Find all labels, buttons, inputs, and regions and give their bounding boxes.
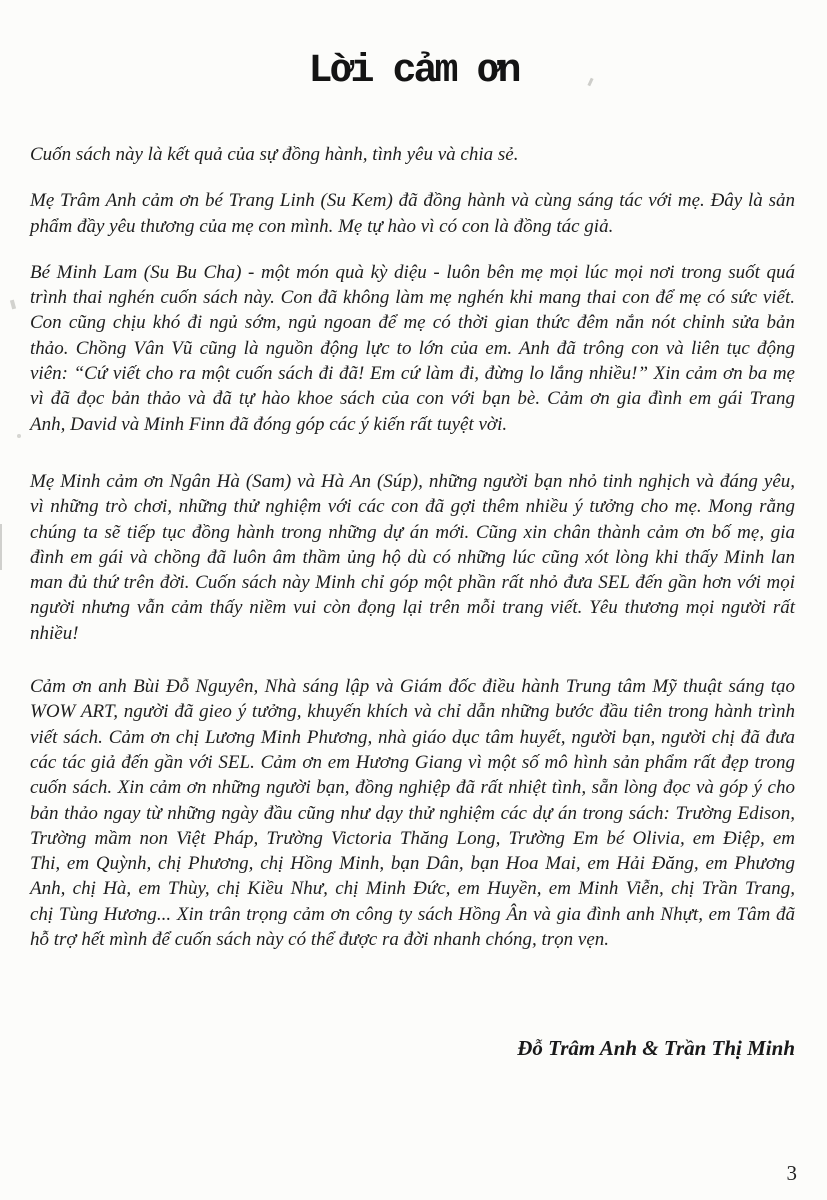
page-number: 3 xyxy=(786,1161,797,1185)
scan-artifact xyxy=(0,524,2,570)
paragraph-line: nhiều! xyxy=(30,622,79,644)
paragraph-line: viên: “Cứ viết cho ra một cuốn sách đi đã! Em cứ làm đi, đừng lo lắng nhiều!” Xin cảm ơn ba mẹ xyxy=(30,363,795,385)
scan-artifact xyxy=(10,300,16,310)
paragraph-line: Cảm ơn anh Bùi Đỗ Nguyên, Nhà sáng lập và Giám đốc điều hành Trung tâm Mỹ thuật sáng tạo xyxy=(30,676,795,698)
paragraph-line: Thi, em Quỳnh, chị Phương, chị Hồng Minh, bạn Dân, bạn Hoa Mai, em Hải Đăng, em Phương xyxy=(30,853,795,875)
paragraph-line: người nhưng vẫn cảm thấy niềm vui còn đọng lại trên mỗi trang viết. Yêu thương mọi người rất xyxy=(30,597,795,619)
paragraph-line: WOW ART, người đã gieo ý tưởng, khuyến khích và chỉ dẫn những bước đầu tiên trong hành trình xyxy=(30,701,795,723)
paragraph-line: vì những trò chơi, những thử nghiệm với các con đã gợi thêm nhiều ý tưởng cho mẹ. Mong rằng xyxy=(30,496,795,518)
paragraph-line: trình thai nghén cuốn sách này. Con đã không làm mẹ nghén khi mang thai con để mẹ có sức viết. xyxy=(30,287,795,309)
paragraph-line: viết sách. Cảm ơn chị Lương Minh Phương, nhà giáo dục tâm huyết, người bạn, người chị đã đưa xyxy=(30,726,795,748)
author-signature: Đỗ Trâm Anh & Trần Thị Minh xyxy=(517,1036,795,1060)
paragraph-line: chúng ta sẽ tiếp tục đồng hành trong những dự án mới. Cũng xin chân thành cảm ơn bố mẹ, gia xyxy=(30,521,795,543)
paragraph-line: thảo. Chồng Vân Vũ cũng là nguồn động lực to lớn của em. Anh đã trông con và liên tục động xyxy=(30,337,795,359)
paragraph-line: Trường mầm non Việt Pháp, Trường Victoria Thăng Long, Trường Em bé Olivia, em Điệp, em xyxy=(30,827,795,849)
paragraph-line: Bé Minh Lam (Su Bu Cha) - một món quà kỳ diệu - luôn bên mẹ mọi lúc mọi nơi trong suốt quá xyxy=(30,261,795,283)
paragraph-line: đình em gái và chồng đã luôn âm thầm ủng hộ dù có những lúc cũng xót lòng khi thấy Minh lan xyxy=(30,546,795,568)
paragraph-line: Mẹ Trâm Anh cảm ơn bé Trang Linh (Su Kem) đã đồng hành và cùng sáng tác với mẹ. Đây là sản xyxy=(30,190,795,212)
paragraph-line: Anh, David và Minh Finn đã đóng góp các ý kiến rất tuyệt vời. xyxy=(30,413,508,435)
scan-artifact xyxy=(17,434,21,438)
paragraph xyxy=(30,674,795,952)
paragraph xyxy=(30,469,795,646)
paragraph-line: phẩm đầy yêu thương của mẹ con mình. Mẹ tự hào vì có con là đồng tác giả. xyxy=(30,215,614,237)
paragraph-line: Mẹ Minh cảm ơn Ngân Hà (Sam) và Hà An (Súp), những người bạn nhỏ tinh nghịch và đáng yêu, xyxy=(30,470,795,492)
paragraph xyxy=(30,142,795,167)
paragraph xyxy=(30,188,795,239)
page-title: Lời cảm ơn xyxy=(308,49,519,94)
paragraph-line: hỗ trợ hết mình để cuốn sách này có thể được ra đời nhanh chóng, trọn vẹn. xyxy=(30,929,610,951)
acknowledgments-text xyxy=(30,0,795,952)
paragraph xyxy=(30,260,795,437)
paragraph-line: cuốn sách. Xin cảm ơn những người bạn, đồng nghiệp đã rất nhiệt tình, sẵn lòng đọc và góp ý cho xyxy=(30,777,795,799)
paragraph-line: Cuốn sách này là kết quả của sự đồng hành, tình yêu và chia sẻ. xyxy=(30,144,519,165)
paragraph-line: các tác giả đến gần với SEL. Cảm ơn em Hương Giang vì một số mô hình sản phẩm rất đẹp trong xyxy=(30,751,795,773)
paragraph-line: Anh, chị Hà, em Thùy, chị Kiều Như, chị Minh Đức, em Huyền, em Minh Viễn, chị Trần Trang, xyxy=(30,878,795,900)
paragraph-line: Con cũng chịu khó đi ngủ sớm, ngủ ngoan để mẹ có thời gian thức đêm nắn nót chỉnh sửa bản xyxy=(30,312,795,334)
paragraph-line: vì đã đọc bản thảo và đã tự hào khoe sách của con với bạn bè. Cảm ơn gia đình em gái Trang xyxy=(30,388,795,410)
paragraph-line: man đủ thứ trên đời. Cuốn sách này Minh chỉ góp một phần rất nhỏ đưa SEL đến gần hơn với mọi xyxy=(30,572,795,594)
paragraph-line: bản thảo ngay từ những ngày đầu cũng như dạy thử nghiệm các dự án trong sách: Trường Edison, xyxy=(30,802,795,824)
paragraph-line: chị Tùng Hương... Xin trân trọng cảm ơn công ty sách Hồng Ân và gia đình anh Nhựt, em Tâm đã xyxy=(30,903,795,925)
